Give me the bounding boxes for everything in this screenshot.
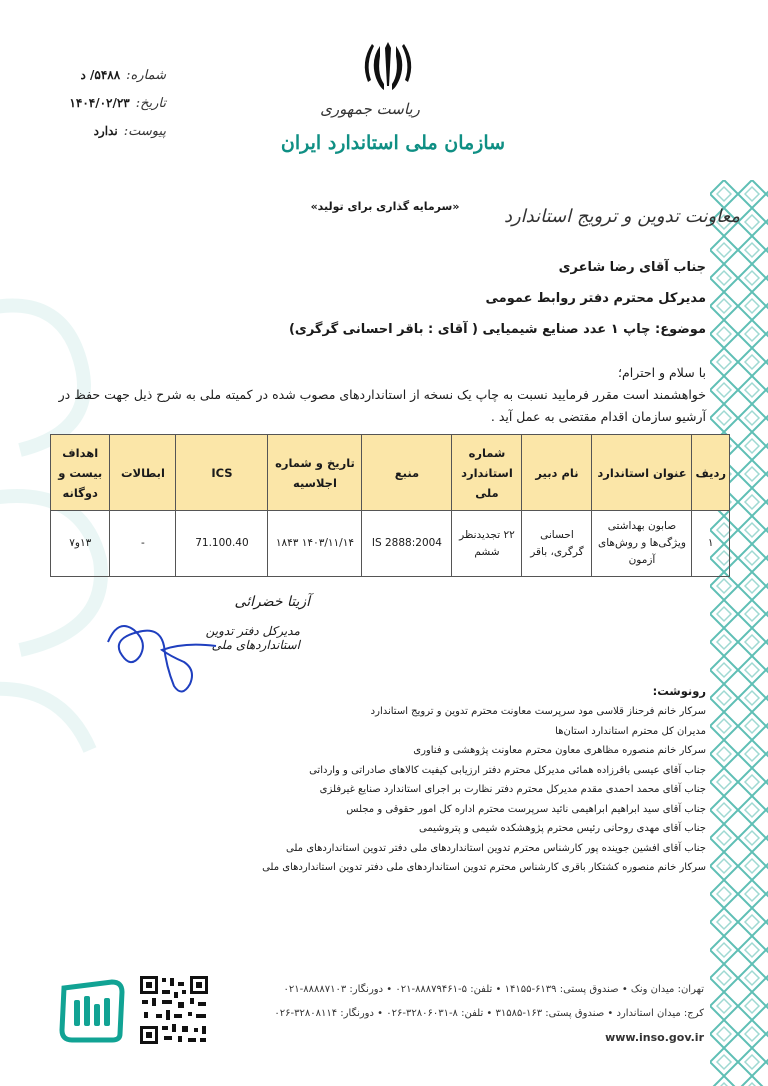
letter-date-row [36, 96, 166, 124]
org-name: سازمان ملی استاندارد ایران [280, 132, 506, 154]
footer-karaj-address: کرج: میدان استاندارد • صندوق پستی: ۱۶۳-۳۱۵۸۵ • تلفن: ۸-۳۲۸۰۶۰۳۱-۰۲۶ • دورنگار: ۳۲۸۰۸۱۱۴-۰۲۶ [274, 1008, 704, 1019]
cc-item: سرکار خانم منصوره مظاهری معاون محترم معاونت پژوهشی و فناوری [413, 745, 706, 756]
cell-cancellations: - [110, 511, 176, 577]
cell-row-number: ۱ [692, 511, 730, 577]
col-header-cancellations: ابطالات [110, 435, 176, 511]
letter-body: خواهشمند است مقرر فرمایید نسبت به چاپ یک نسخه از استانداردهای مصوب شده در کمیته ملی به شرح ذیل جهت حفظ در آرشیو سازمان اقدام مقتضی به عمل آید . [58, 387, 706, 424]
letter-date-label: تاریخ: [135, 96, 166, 111]
col-header-standard-title: عنوان استاندارد [592, 435, 692, 511]
letter-attachment-label: پیوست: [123, 124, 166, 139]
cell-standard-title: صابون بهداشتی ویژگی‌ها و روش‌های آزمون [592, 511, 692, 577]
cell-session: ۱۴۰۳/۱۱/۱۴ ۱۸۴۳ [268, 511, 362, 577]
cell-standard-number: ۲۲ تجدیدنظر ششم [452, 511, 522, 577]
decorative-border-pattern [710, 180, 768, 1086]
col-header-source: منبع [362, 435, 452, 511]
cc-item: جناب آقای عیسی باقرزاده همائی مدیرکل محترم دفتر ارزیابی کیفیت کالاهای صادراتی و وارداتی [309, 764, 706, 776]
cc-item: جناب آقای محمد احمدی مقدم مدیرکل محترم دفتر نظارت بر اجرای استاندارد صنایع غیرفلزی [319, 784, 706, 795]
cc-item: جناب آقای مهدی روحانی رئیس محترم پژوهشکده شیمی و پتروشیمی [418, 823, 706, 834]
deputy-title: معاونت تدوین و ترویج استاندارد [503, 206, 740, 227]
recipient-name: جناب آقای رضا شاعری [558, 260, 706, 275]
letter-meta [36, 68, 166, 152]
slogan: «سرمایه گذاری برای تولید» [310, 200, 460, 213]
cc-item: مدیران کل محترم استاندارد استان‌ها [555, 725, 706, 737]
cc-item: سرکار خانم فرحناز قلاسی مود سرپرست معاونت محترم تدوین و ترویج استاندارد [370, 706, 706, 717]
cc-title: رونوشت: [652, 684, 706, 698]
signatory-role: مدیرکل دفتر تدوین استانداردهای ملی [205, 624, 300, 652]
letter-attachment-row [36, 124, 166, 152]
letter-number-label: شماره: [126, 68, 166, 83]
letter-number-row [36, 68, 166, 96]
cc-list [236, 702, 706, 878]
standards-table [50, 434, 730, 577]
recipient-title: مدیرکل محترم دفتر روابط عمومی [485, 291, 706, 306]
table-header-row [51, 435, 730, 511]
cc-item: جناب آقای افشین جوینده پور کارشناس محترم تدوین استانداردهای ملی دفتر تدوین استانداردهای ملی [286, 842, 706, 854]
col-header-goals: اهداف بیست و دوگانه [51, 435, 110, 511]
handwritten-signature [104, 612, 224, 698]
signatory-name: آزیتا خضرائی [234, 594, 310, 610]
org-title: ریاست جمهوری [320, 100, 420, 118]
cell-source: IS 2888:2004 [362, 511, 452, 577]
footer-tehran-address: تهران: میدان ونک • صندوق پستی: ۶۱۳۹-۱۴۱۵۵ • تلفن: ۵-۸۸۸۷۹۴۶۱-۰۲۱ • دورنگار: ۸۸۸۸۷۱۰۳-۰۲۱ [283, 984, 704, 995]
footer-website-link[interactable]: www.inso.gov.ir [605, 1031, 704, 1044]
cc-item: جناب آقای سید ابراهیم ابراهیمی نائید سرپرست محترم اداره کل امور حقوقی و مجلس [346, 803, 706, 815]
national-emblem-icon [358, 38, 418, 96]
cell-goals: ۱۳و۷ [51, 511, 110, 577]
letter-attachment-value: ندارد [93, 124, 118, 138]
col-header-ics: ICS [176, 435, 268, 511]
qr-code-icon [138, 974, 210, 1046]
cell-secretary: احسانی گرگری، باقر [522, 511, 592, 577]
letter-subject: موضوع: چاپ ۱ عدد صنایع شیمیایی ( آقای : باقر احسانی گرگری) [288, 322, 706, 337]
letter-number-value: ۵۴۸۸/ د [80, 68, 121, 82]
footer-contact [224, 978, 704, 1050]
col-header-row-number: ردیف [692, 435, 730, 511]
table-row [51, 511, 730, 577]
col-header-session: تاریخ و شماره اجلاسیه [268, 435, 362, 511]
col-header-standard-number: شماره استاندارد ملی [452, 435, 522, 511]
letter-date-value: ۱۴۰۴/۰۲/۲۳ [69, 96, 130, 110]
cc-item: سرکار خانم منصوره کشتکار باقری کارشناس محترم تدوین استانداردهای ملی دفتر تدوین استانداردهای ملی [262, 862, 706, 873]
inso-logo-icon [58, 978, 126, 1044]
cell-ics: 71.100.40 [176, 511, 268, 577]
col-header-secretary: نام دبیر [522, 435, 592, 511]
letter-greeting: با سلام و احترام؛ [618, 365, 706, 380]
